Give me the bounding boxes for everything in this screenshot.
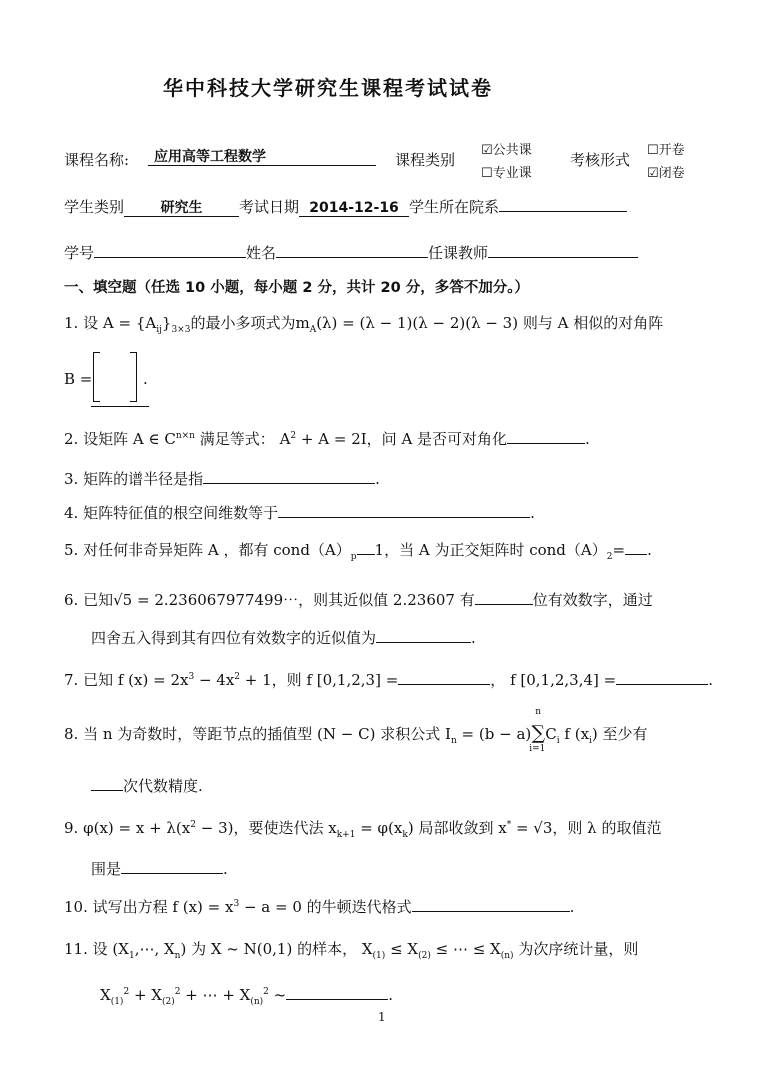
q11-sup: 2 — [123, 987, 130, 997]
q5-blank-1 — [357, 554, 375, 555]
q6-text: 位有效数字，通过 — [532, 591, 653, 609]
q11-sup: 2 — [263, 987, 269, 997]
q1-math: A = {A — [102, 314, 157, 332]
question-number: 5. — [64, 541, 79, 559]
exam-form-option-open: ☐开卷 — [647, 143, 685, 158]
q11-math: X — [100, 986, 111, 1004]
student-id-label: 学号 — [64, 244, 95, 262]
section-1-title: 一、填空题（任选 10 小题，每小题 2 分，共计 20 分，多答不加分。） — [64, 280, 529, 296]
q5-blank-2 — [625, 554, 647, 555]
department-label: 学生所在院系 — [409, 198, 500, 216]
student-type-label: 学生类别 — [64, 198, 125, 216]
q8-math: I — [445, 725, 451, 743]
q10-blank — [412, 911, 570, 912]
q7-sup: 2 — [234, 672, 241, 682]
student-type-value: 研究生 — [124, 200, 239, 217]
q7-math: 已知 f (x) = 2x — [83, 671, 189, 689]
student-id-blank — [94, 257, 246, 258]
exam-form-option-closed: ☑闭卷 — [647, 166, 685, 181]
q8-sub: n — [450, 736, 457, 746]
q3-text: 矩阵的谱半径是指 — [83, 470, 204, 488]
question-number: 11. — [64, 940, 88, 958]
q6-text: 四舍五入得到其有四位有效数字的近似值为 — [91, 629, 377, 647]
q2-math: A ∈ C — [132, 430, 176, 448]
q3-end: . — [375, 470, 380, 488]
q6-math: √5 = 2.236067977499⋯，则其近似值 2.23607 有 — [113, 591, 475, 609]
q10-text: − a = 0 的牛顿迭代格式 — [239, 898, 412, 916]
id-info-row — [64, 242, 638, 263]
q5-sub: 2 — [606, 552, 613, 562]
q7-blank-1 — [398, 684, 490, 685]
q9-blank — [121, 873, 223, 874]
q6-blank-2 — [376, 642, 471, 643]
question-3 — [64, 468, 380, 489]
question-6 — [64, 589, 653, 610]
q9-sup: 2 — [190, 820, 196, 830]
q5-end: . — [647, 541, 652, 559]
q8-sum-upper: n — [535, 707, 542, 717]
question-11-line-2 — [100, 986, 393, 1007]
name-blank — [276, 257, 428, 258]
q1-period: . — [143, 370, 148, 388]
q11-sub: (2) — [161, 997, 175, 1007]
question-2 — [64, 428, 590, 449]
q2-sup: 2 — [290, 431, 297, 441]
question-9-line-2 — [91, 858, 228, 879]
q8-sum-symbol: ∑ — [531, 722, 546, 744]
q1-text: (λ) = (λ − 1)(λ − 2)(λ − 3) 则与 A 相似的对角阵 — [316, 314, 664, 332]
q2-text: 满足等式： — [199, 430, 275, 448]
q1-sub: 3×3 — [171, 325, 191, 335]
q8-text: ) 至少有 — [591, 725, 648, 743]
question-number: 4. — [64, 504, 79, 522]
q11-text: ) 为 X ~ N(0,1) 的样本， X — [180, 940, 373, 958]
course-name-field — [148, 147, 376, 166]
question-number: 2. — [64, 430, 79, 448]
q11-math: ≤ X — [385, 940, 419, 958]
q1-text: 的最小多项式为 — [190, 314, 296, 332]
q1-answer-matrix — [93, 352, 137, 402]
q11-sub: (1) — [372, 951, 386, 961]
q1-sub: ij — [156, 325, 162, 335]
q2-blank — [507, 443, 585, 444]
q8-sum — [529, 707, 546, 754]
student-info-row — [64, 196, 627, 217]
q10-sup: 3 — [233, 899, 240, 909]
q9-math: φ(x) = x + λ(x — [83, 819, 191, 837]
page-number: 1 — [378, 1010, 386, 1024]
question-11 — [64, 938, 638, 961]
question-10 — [64, 896, 574, 917]
q11-sub: (n) — [250, 997, 264, 1007]
q7-math: ， f [0,1,2,3,4] = — [490, 671, 617, 689]
q11-sub: (n) — [500, 951, 514, 961]
q8-blank — [91, 790, 123, 791]
q7-sup: 3 — [188, 672, 195, 682]
q8-math: f (x — [559, 725, 590, 743]
q3-blank — [203, 483, 375, 484]
q11-math: + ⋯ + X — [180, 986, 251, 1004]
q9-sub: k — [402, 830, 408, 840]
q9-math: = φ(x — [355, 819, 403, 837]
q9-text: 围是 — [91, 860, 122, 878]
q9-text: − 3)，要使迭代法 x — [195, 819, 337, 837]
q9-end: . — [223, 860, 228, 878]
question-number: 8. — [64, 725, 79, 743]
course-name-value: 应用高等工程数学 — [148, 149, 376, 166]
exam-form-label: 考核形式 — [570, 151, 631, 169]
q9-sub: k+1 — [336, 830, 356, 840]
q6-text: 已知 — [83, 591, 114, 609]
q2-math: + A = 2I — [300, 430, 367, 448]
q2-sup: n×n — [175, 431, 195, 441]
q11-blank — [286, 999, 388, 1000]
q7-math: − 4x — [194, 671, 235, 689]
q1-B-label: B = — [64, 370, 93, 388]
q1-sub: A — [309, 325, 317, 335]
teacher-blank — [488, 257, 638, 258]
q11-math: ≤ ⋯ ≤ X — [430, 940, 501, 958]
q11-sub: (2) — [418, 951, 431, 961]
question-number: 6. — [64, 591, 79, 609]
q2-text: 设矩阵 — [83, 430, 129, 448]
q6-blank-1 — [475, 604, 533, 605]
q7-end: . — [708, 671, 713, 689]
department-blank — [499, 211, 627, 212]
question-8-line-2 — [91, 775, 203, 796]
course-type-label: 课程类别 — [395, 151, 456, 169]
q8-sub: i — [556, 736, 560, 746]
question-number: 7. — [64, 671, 79, 689]
q11-math: + X — [129, 986, 162, 1004]
q11-math: ,⋯, X — [134, 940, 175, 958]
q6-end: . — [471, 629, 476, 647]
q10-end: . — [569, 898, 575, 916]
question-number: 1. — [64, 314, 79, 332]
question-4 — [64, 502, 535, 523]
q5-text: 对任何非奇异矩阵 A ，都有 cond（A） — [83, 541, 351, 559]
q1-math: } — [161, 314, 172, 332]
q5-text: 1，当 A 为正交矩阵时 cond（A） — [374, 541, 607, 559]
q1-math: m — [295, 314, 310, 332]
q10-math: 试写出方程 f (x) = x — [92, 898, 234, 916]
q1-matrix-underline — [91, 406, 149, 407]
q11-sub: 1 — [128, 951, 135, 961]
q11-sub: n — [174, 951, 181, 961]
q9-text: ) 局部收敛到 x — [407, 819, 507, 837]
q2-end: . — [585, 430, 590, 448]
q7-blank-2 — [616, 684, 708, 685]
q9-text: = √3，则 λ 的取值范 — [511, 819, 662, 837]
exam-date-value: 2014-12-16 — [299, 200, 409, 217]
question-number: 9. — [64, 819, 79, 837]
question-number: 10. — [64, 898, 88, 916]
exam-title: 华中科技大学研究生课程考试试卷 — [163, 76, 493, 100]
q8-text: 当 n 为奇数时，等距节点的插值型 (N − C) 求积公式 — [83, 725, 441, 743]
question-number: 3. — [64, 470, 79, 488]
q11-text: 为次序统计量，则 — [513, 940, 639, 958]
course-type-option-public: ☑公共课 — [481, 143, 532, 158]
exam-date-label: 考试日期 — [239, 198, 300, 216]
q8-sub: i — [589, 736, 592, 746]
q8-sum-lower: i=1 — [529, 744, 546, 754]
q8-math: C — [545, 725, 557, 743]
q5-text: = — [612, 541, 626, 559]
course-name-label: 课程名称: — [64, 151, 130, 169]
q8-math: = (b − a) — [461, 725, 532, 743]
q11-math: ~ — [268, 986, 287, 1004]
q11-math: 设 (X — [92, 940, 129, 958]
question-1 — [64, 312, 663, 335]
question-5 — [64, 539, 652, 562]
question-7 — [64, 669, 713, 690]
q1-text: 设 — [83, 314, 99, 332]
name-label: 姓名 — [246, 244, 277, 262]
question-9 — [64, 817, 661, 840]
question-8 — [64, 707, 648, 754]
q2-math: A — [279, 430, 291, 448]
q7-math: + 1，则 f [0,1,2,3] = — [240, 671, 399, 689]
q11-sup: 2 — [174, 987, 181, 997]
course-type-option-major: ☐专业课 — [481, 166, 532, 181]
q4-end: . — [530, 504, 535, 522]
q11-end: . — [388, 986, 394, 1004]
question-6-line-2 — [91, 627, 476, 648]
teacher-label: 任课教师 — [428, 244, 489, 262]
q11-sub: (1) — [110, 997, 124, 1007]
q8-text: 次代数精度. — [123, 777, 203, 795]
q4-text: 矩阵特征值的根空间维数等于 — [83, 504, 279, 522]
q9-sup: * — [506, 820, 512, 830]
q5-sub: p — [350, 552, 357, 562]
q4-blank — [278, 517, 530, 518]
q2-text: ，问 A 是否可对角化 — [366, 430, 508, 448]
